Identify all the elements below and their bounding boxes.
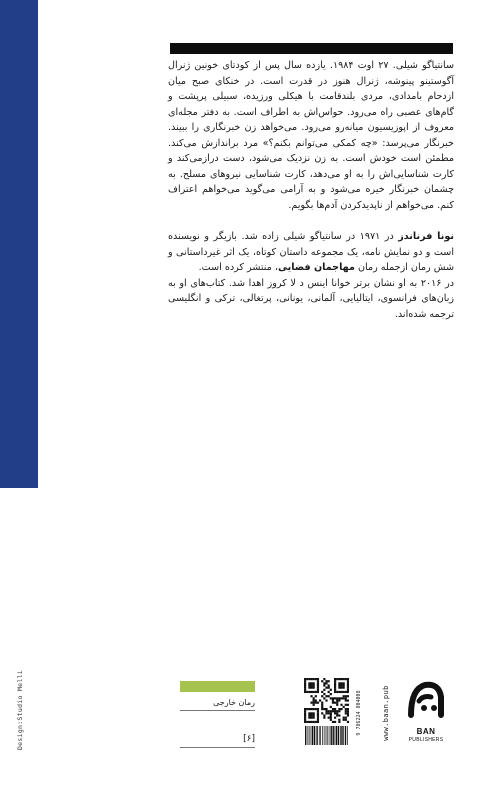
qr-module (345, 710, 347, 712)
qr-module (325, 710, 327, 712)
qr-module (315, 678, 317, 680)
qr-module (306, 708, 308, 710)
qr-module (310, 678, 312, 680)
qr-module (338, 714, 340, 716)
barcode-bar (345, 726, 346, 745)
qr-module (308, 708, 310, 710)
qr-module (345, 697, 347, 699)
barcode-bar (326, 726, 327, 745)
qr-module (347, 704, 349, 706)
qr-module (304, 689, 306, 691)
qr-module (304, 684, 306, 686)
qr-module (332, 697, 334, 699)
barcode-bar (309, 726, 310, 745)
barcode-bar (324, 726, 325, 745)
qr-module (330, 693, 332, 695)
qr-module (338, 710, 340, 712)
qr-module (325, 712, 327, 714)
qr-module (315, 708, 317, 710)
qr-module (325, 708, 327, 710)
qr-module (313, 721, 315, 723)
qr-module (328, 687, 330, 689)
qr-module (338, 678, 340, 680)
qr-module (306, 678, 308, 680)
qr-module (323, 717, 325, 719)
qr-module (347, 699, 349, 701)
qr-module (347, 710, 349, 712)
qr-module (317, 717, 319, 719)
qr-module (338, 719, 340, 721)
qr-module (317, 684, 319, 686)
qr-module (340, 682, 342, 684)
qr-module (343, 719, 345, 721)
qr-module (317, 712, 319, 714)
qr-module (336, 702, 338, 704)
qr-module (336, 699, 338, 701)
qr-module (345, 699, 347, 701)
qr-module (334, 717, 336, 719)
qr-module (315, 691, 317, 693)
qr-module (317, 687, 319, 689)
qr-module (323, 684, 325, 686)
qr-module (313, 704, 315, 706)
qr-module (334, 697, 336, 699)
blurb-paragraph-1: سانتیاگو شیلی. ۲۷ اوت ۱۹۸۴. یازده سال پس از کودتای خونین ژنرال آگوستینو پینوشه، ژنرال هنوز در قدرت است. در خنکای صبح میان ازدحام بامدادی، مردی بلندقامت با هیکلی ورزیده، سبیلی پرپشت و گام‌های عصبی راه می‌رود. حواس‌اش به اطراف است. به دفتر مجله‌ای معروف از اپوزیسیون میانه‌رو می‌رود. می‌خواهد زن خبرنگاری را ببیند. خبرنگار می‌پرسد: «چه کمکی می‌توانم بکنم؟» مرد براندازش می‌کند. مطمئن است خودش است. به زن نزدیک می‌شود، دست درازمی‌کند و کارت شناسایی‌اش را به او می‌دهد، کارت شناسایی نیروهای مسلح. به چشمان خبرنگار خیره می‌شود و به آرامی می‌گوید می‌خواهم اعتراف کنم. می‌خواهم از ناپدیدکردن آدم‌ها بگویم. (168, 60, 454, 211)
qr-module (310, 702, 312, 704)
qr-module (308, 684, 310, 686)
qr-module (323, 714, 325, 716)
qr-module (315, 699, 317, 701)
qr-module (343, 706, 345, 708)
qr-module (343, 687, 345, 689)
qr-module (340, 708, 342, 710)
qr-module (334, 691, 336, 693)
qr-module (304, 710, 306, 712)
qr-module (334, 702, 336, 704)
qr-module (345, 717, 347, 719)
barcode-bar (327, 726, 328, 745)
barcode-icon (304, 723, 349, 746)
qr-module (321, 680, 323, 682)
qr-module (336, 714, 338, 716)
qr-module (334, 721, 336, 723)
qr-module (338, 708, 340, 710)
qr-module (340, 691, 342, 693)
qr-module (304, 714, 306, 716)
isbn-text: 9 786224 804008 (356, 690, 362, 736)
barcode-bar (316, 726, 317, 745)
qr-module (325, 699, 327, 701)
blue-side-strip (0, 0, 38, 488)
qr-module (340, 678, 342, 680)
barcode-bar (319, 726, 320, 745)
qr-module (334, 710, 336, 712)
qr-module (332, 708, 334, 710)
barcode-bar (331, 726, 332, 745)
barcode-bar (342, 726, 343, 745)
ban-logo-icon (403, 675, 449, 725)
qr-module (334, 678, 336, 680)
qr-module (310, 712, 312, 714)
qr-module (310, 687, 312, 689)
barcode-bar (320, 726, 321, 745)
qr-module (336, 691, 338, 693)
qr-module (325, 695, 327, 697)
qr-module (340, 687, 342, 689)
qr-code-icon (304, 678, 349, 723)
website-text: www.baan.pub (382, 685, 390, 741)
barcode-bar (311, 726, 312, 745)
qr-module (343, 684, 345, 686)
qr-module (323, 697, 325, 699)
qr-module (308, 721, 310, 723)
qr-module (328, 695, 330, 697)
qr-module (334, 687, 336, 689)
barcode-bar (336, 726, 337, 745)
qr-module (347, 714, 349, 716)
qr-module (313, 708, 315, 710)
qr-module (310, 708, 312, 710)
qr-module (310, 721, 312, 723)
qr-module (310, 695, 312, 697)
qr-module (321, 706, 323, 708)
qr-module (315, 702, 317, 704)
barcode-bar (329, 726, 330, 745)
qr-module (334, 682, 336, 684)
qr-module (343, 697, 345, 699)
qr-module (308, 714, 310, 716)
qr-module (317, 680, 319, 682)
top-black-rule (170, 43, 453, 54)
qr-module (310, 682, 312, 684)
publisher-website (380, 678, 392, 748)
qr-module (308, 717, 310, 719)
author-bio-text-2: ، منتشر کرده است. (198, 262, 278, 273)
qr-module (317, 691, 319, 693)
qr-module (313, 717, 315, 719)
qr-module (308, 712, 310, 714)
qr-module (325, 687, 327, 689)
qr-module (338, 687, 340, 689)
qr-module (308, 682, 310, 684)
author-bio (168, 229, 454, 276)
qr-module (304, 708, 306, 710)
qr-module (317, 702, 319, 704)
qr-module (330, 697, 332, 699)
qr-module (317, 710, 319, 712)
qr-module (304, 678, 306, 680)
qr-module (313, 699, 315, 701)
qr-module (304, 712, 306, 714)
barcode-bar (340, 726, 341, 745)
qr-module (304, 721, 306, 723)
qr-module (345, 712, 347, 714)
design-credit (0, 645, 40, 775)
barcode-bar (333, 726, 334, 745)
qr-module (330, 689, 332, 691)
qr-module (332, 710, 334, 712)
qr-module (304, 691, 306, 693)
design-credit-text: Design:Studio Melli (16, 669, 24, 751)
qr-module (347, 682, 349, 684)
qr-module (336, 712, 338, 714)
qr-module (304, 682, 306, 684)
qr-module (310, 714, 312, 716)
qr-module (313, 691, 315, 693)
qr-module (347, 708, 349, 710)
qr-module (338, 699, 340, 701)
qr-module (313, 684, 315, 686)
qr-module (304, 687, 306, 689)
qr-module (328, 717, 330, 719)
genre-label: رمان خارجی (180, 697, 255, 711)
qr-module (340, 704, 342, 706)
qr-module (334, 684, 336, 686)
qr-module (321, 704, 323, 706)
qr-module (304, 719, 306, 721)
qr-module (323, 708, 325, 710)
qr-module (345, 695, 347, 697)
qr-module (315, 721, 317, 723)
qr-module (330, 714, 332, 716)
qr-module (336, 704, 338, 706)
barcode-bar (338, 726, 339, 745)
qr-module (347, 695, 349, 697)
qr-module (317, 714, 319, 716)
qr-module (313, 697, 315, 699)
qr-module (313, 712, 315, 714)
qr-module (330, 710, 332, 712)
qr-module (332, 721, 334, 723)
qr-module (345, 719, 347, 721)
qr-module (317, 689, 319, 691)
qr-module (347, 712, 349, 714)
qr-module (321, 708, 323, 710)
qr-module (338, 684, 340, 686)
qr-module (330, 706, 332, 708)
barcode-bar (314, 726, 315, 745)
qr-module (317, 682, 319, 684)
qr-module (338, 691, 340, 693)
qr-module (317, 678, 319, 680)
qr-module (345, 678, 347, 680)
qr-module (334, 708, 336, 710)
qr-module (313, 702, 315, 704)
author-name: نونا فرناندز (398, 231, 454, 242)
qr-module (330, 719, 332, 721)
blurb-paragraph-3: در ۲۰۱۶ به او نشان برتر خوانا اینس د لا کروز اهدا شد. کتاب‌های او به زبان‌های فرانسوی، ایتالیایی، آلمانی، یونانی، پرتغالی، ترکی و انگلیسی ترجمه شده‌اند. (168, 277, 454, 320)
qr-module (304, 717, 306, 719)
qr-module (306, 721, 308, 723)
qr-module (310, 717, 312, 719)
isbn-number (354, 678, 364, 748)
qr-module (304, 680, 306, 682)
qr-module (323, 689, 325, 691)
qr-module (345, 691, 347, 693)
series-number: [۶] (180, 733, 255, 748)
qr-module (347, 680, 349, 682)
qr-module (323, 678, 325, 680)
qr-module (317, 719, 319, 721)
qr-module (306, 691, 308, 693)
qr-module (330, 717, 332, 719)
qr-module (347, 684, 349, 686)
qr-module (336, 710, 338, 712)
qr-module (308, 678, 310, 680)
qr-module (310, 691, 312, 693)
qr-module (313, 678, 315, 680)
qr-module (313, 687, 315, 689)
qr-module (325, 682, 327, 684)
qr-module (332, 702, 334, 704)
qr-module (338, 697, 340, 699)
qr-module (343, 691, 345, 693)
qr-module (345, 708, 347, 710)
barcode (304, 678, 349, 748)
qr-module (328, 684, 330, 686)
qr-module (328, 691, 330, 693)
qr-module (334, 680, 336, 682)
qr-module (338, 682, 340, 684)
qr-module (325, 680, 327, 682)
back-cover-blurb (168, 58, 454, 322)
qr-module (321, 695, 323, 697)
qr-module (323, 693, 325, 695)
qr-module (328, 712, 330, 714)
qr-module (308, 687, 310, 689)
qr-module (343, 695, 345, 697)
qr-module (321, 702, 323, 704)
qr-module (315, 695, 317, 697)
qr-module (334, 712, 336, 714)
barcode-bar (322, 726, 323, 745)
author-bio-text-1: در ۱۹۷۱ در سانتیاگو شیلی زاده شد. بازیگر و نویسنده است و دو نمایش نامه، یک مجموعه داستان کوتاه، یک اثر غیرداستانی و شش رمان ازجمله رمان (168, 231, 454, 273)
qr-module (340, 684, 342, 686)
qr-module (343, 717, 345, 719)
qr-module (340, 697, 342, 699)
qr-module (310, 684, 312, 686)
qr-module (319, 699, 321, 701)
qr-module (334, 689, 336, 691)
qr-module (323, 682, 325, 684)
qr-module (308, 691, 310, 693)
qr-module (321, 691, 323, 693)
qr-module (330, 712, 332, 714)
qr-module (343, 678, 345, 680)
qr-module (328, 710, 330, 712)
barcode-bar (335, 726, 336, 745)
qr-module (347, 691, 349, 693)
qr-module (338, 721, 340, 723)
barcode-bar (312, 726, 313, 745)
barcode-bar (308, 726, 309, 745)
publisher-name: BAN (416, 727, 436, 736)
qr-module (347, 687, 349, 689)
qr-module (343, 682, 345, 684)
qr-module (332, 699, 334, 701)
qr-module (317, 721, 319, 723)
qr-module (347, 678, 349, 680)
qr-module (317, 708, 319, 710)
qr-module (347, 721, 349, 723)
novel-title: مهاجمان فضایی (277, 262, 355, 273)
qr-module (328, 680, 330, 682)
publisher-subtitle: PUBLISHERS (408, 737, 444, 743)
green-accent-bar (180, 681, 255, 692)
barcode-bar (347, 726, 348, 745)
barcode-bar (305, 726, 306, 745)
qr-module (313, 714, 315, 716)
qr-module (313, 682, 315, 684)
qr-module (345, 704, 347, 706)
qr-module (321, 712, 323, 714)
qr-module (347, 689, 349, 691)
publisher-logo (403, 675, 449, 755)
qr-module (336, 678, 338, 680)
qr-module (336, 697, 338, 699)
